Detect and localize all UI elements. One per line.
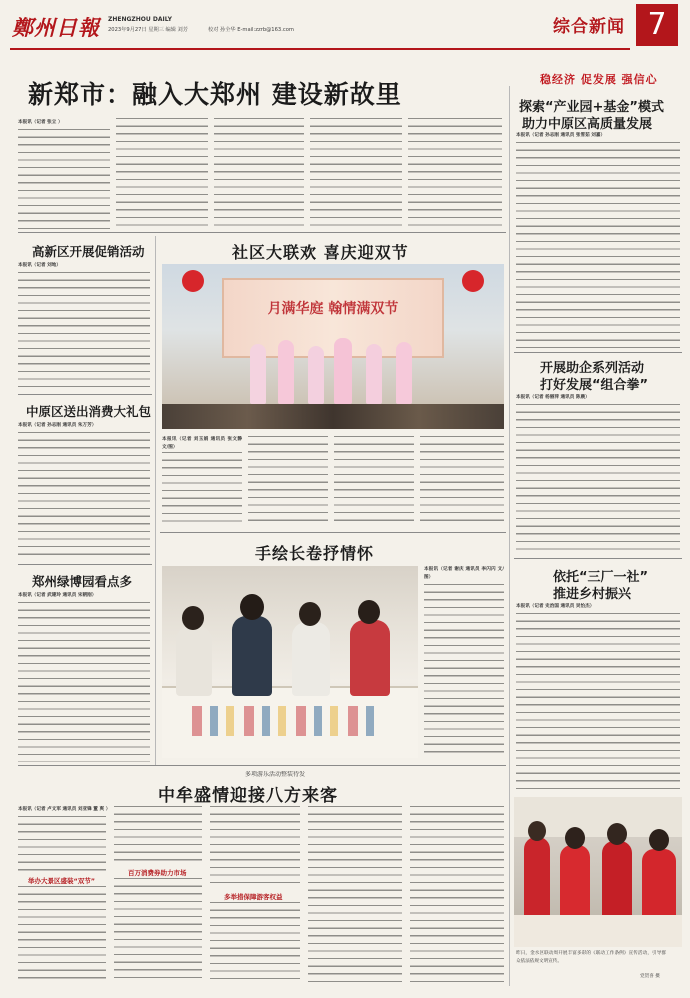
audience-row — [162, 404, 504, 429]
child-3-head — [299, 602, 321, 626]
three-factory-headline-1: 依托“三厂一社” — [553, 570, 649, 585]
zhongyuan-headline: 中原区送出消费大礼包 — [26, 404, 152, 419]
zhongmou-body-col3 — [210, 806, 300, 888]
photo-credit: 党贺喜 摄 — [640, 974, 660, 979]
lead-body-col5 — [408, 118, 502, 229]
section-title: 综合新闻 — [553, 17, 625, 37]
three-factory-body — [516, 613, 680, 793]
zhongmou-body-col3b — [210, 902, 300, 984]
zhongyuan-byline: 本报讯（记者 孙志刚 通讯员 朱万芳） — [18, 423, 97, 428]
child-1-head — [182, 606, 204, 630]
banner-text: 月满华庭 翰情满双节 — [267, 301, 399, 317]
dancer-4 — [334, 338, 352, 404]
lead-headline: 新郑市：融入大郑州 建设新故里 — [28, 80, 402, 109]
three-factory-headline-2: 推进乡村振兴 — [553, 587, 632, 602]
ppp-headline-2: 助力中原区高质量发展 — [522, 117, 653, 132]
community-headline: 社区大联欢 喜庆迎双节 — [232, 243, 409, 262]
zhongmou-kicker: 多项游乐活动整装待发 — [244, 771, 305, 778]
three-factory-byline: 本报讯（记者 史治国 通讯员 吴怡杰） — [516, 604, 595, 609]
proof-line: 校对 孙全华 E-mail:zzrb@163.com — [208, 27, 294, 33]
dancer-2 — [278, 340, 294, 404]
painting-strokes — [192, 706, 382, 736]
photo-caption: 昨日，金水区联动周开展丰富多彩的《联动工作条例》宣传活动，引导群众依法依规文明宣传。 — [516, 951, 666, 964]
community-body-col4 — [420, 436, 504, 526]
lead-body-col3 — [214, 118, 304, 229]
zhongyuan-bottom-rule — [18, 564, 152, 565]
service-byline: 本报讯（记者 杨丽萍 通讯员 陈晨） — [516, 395, 590, 400]
date-line: 2023年9月27日 星期三 编辑 刘芳 — [108, 27, 188, 33]
child-2 — [232, 616, 272, 696]
community-body-col3 — [334, 436, 414, 526]
lantern-right — [462, 270, 484, 292]
zhongmou-sub3: 多举措保障游客权益 — [224, 893, 283, 901]
service-body — [516, 404, 680, 554]
zhongmou-body-col4 — [308, 806, 402, 984]
slogan: 稳经济 促发展 强信心 — [540, 73, 658, 86]
zhongmou-body-col2b — [114, 878, 202, 984]
child-4-head — [358, 600, 380, 624]
hands-photo — [162, 566, 418, 758]
ppp-body — [516, 142, 680, 348]
expo-body — [18, 602, 150, 762]
community-body-col2 — [248, 436, 328, 526]
table — [514, 915, 682, 947]
lead-body-col2 — [116, 118, 208, 229]
volunteer-1-head — [528, 821, 546, 841]
lantern-left — [182, 270, 204, 292]
zhongmou-body-col1 — [18, 816, 106, 872]
community-byline: 本报讯（记者 刘玉娟 通讯员 张文静 文/图） — [162, 437, 242, 450]
paper-logo: 鄭州日報 — [12, 15, 100, 40]
expo-headline: 郑州绿博园看点多 — [32, 574, 133, 589]
zhongmou-headline: 中牟盛情迎接八方来客 — [158, 786, 338, 806]
lead-body-col1 — [18, 129, 110, 229]
zhongmou-body-col5 — [410, 806, 504, 984]
child-4 — [350, 620, 390, 696]
zhongyuan-body — [18, 432, 150, 560]
expo-byline: 本报讯（记者 武建玲 通讯员 宋朝刚） — [18, 593, 97, 598]
lead-bottom-rule — [18, 232, 506, 233]
community-body-col1 — [162, 452, 242, 526]
gaoxin-headline: 高新区开展促销活动 — [32, 244, 145, 259]
dancer-6 — [396, 342, 412, 404]
dancer-1 — [250, 344, 266, 404]
zhongmou-body-col1b — [18, 886, 106, 984]
child-1 — [176, 626, 212, 696]
masthead-rule — [10, 48, 630, 50]
zhongmou-body-col2 — [114, 806, 202, 862]
service-headline-1: 开展助企系列活动 — [540, 361, 645, 376]
left-column-divider — [155, 236, 156, 766]
community-photo — [162, 264, 504, 429]
service-bottom-rule — [514, 558, 682, 559]
hands-bottom-rule — [18, 765, 506, 766]
volunteers-photo — [514, 797, 682, 947]
paper-name-en: ZHENGZHOU DAILY — [108, 16, 172, 23]
ppp-headline-1: 探索“产业园+基金”模式 — [519, 100, 664, 115]
community-bottom-rule — [160, 532, 506, 533]
service-headline-2: 打好发展“组合拳” — [540, 378, 649, 393]
child-3 — [292, 622, 330, 696]
zhongmou-byline: 本报讯（记者 卢文军 通讯员 刘亚锋 董 爽 ） — [18, 807, 111, 812]
dancer-3 — [308, 346, 324, 404]
hands-body — [424, 584, 504, 758]
ppp-bottom-rule — [514, 352, 682, 353]
volunteer-3-head — [607, 823, 627, 845]
zhongmou-sub1: 举办大景区盛装“双节” — [28, 877, 96, 885]
lead-body-col4 — [310, 118, 402, 229]
hands-byline: 本报讯（记者 谢庆 通讯员 李闪闪 文/图） — [424, 567, 504, 580]
volunteer-4-head — [649, 829, 669, 851]
page-number: 7 — [647, 7, 667, 42]
gaoxin-body — [18, 272, 150, 390]
hands-headline: 手绘长卷抒情怀 — [255, 544, 375, 563]
zhongmou-sub2: 百万消费券助力市场 — [128, 869, 187, 877]
right-column-divider — [509, 86, 510, 986]
dancer-5 — [366, 344, 382, 404]
ppp-byline: 本报讯（记者 孙志刚 通讯员 张雪茹 刘嘉） — [516, 133, 606, 138]
child-2-head — [240, 594, 264, 620]
lead-byline: 本报讯（记者 张立 ） — [18, 120, 63, 125]
volunteer-2-head — [565, 827, 585, 849]
gaoxin-bottom-rule — [18, 394, 152, 395]
gaoxin-byline: 本报讯（记者 刘地） — [18, 263, 61, 268]
